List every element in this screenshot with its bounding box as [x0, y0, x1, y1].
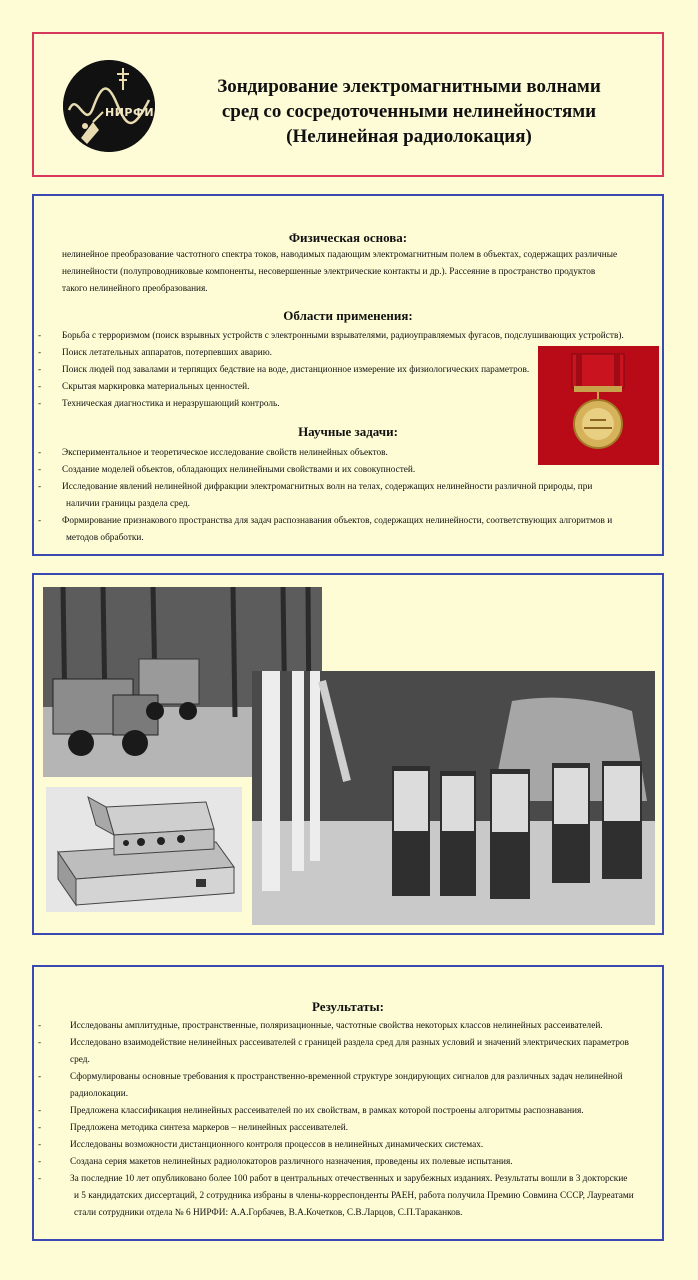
basis-line: такого нелинейного преобразования.: [62, 284, 208, 294]
results-list: [34, 1018, 654, 1222]
list-item: - Исследование явлений нелинейной дифракции электромагнитных волн на телах, содержащих нелинейности различной природы, при наличии границы раздела сред.: [38, 482, 593, 509]
page-title: [184, 74, 634, 149]
tasks-heading: Научные задачи:: [298, 424, 398, 439]
title-panel: [32, 32, 664, 177]
photo-panel: [32, 573, 664, 935]
basis-text: [62, 247, 627, 298]
device-graphic: [46, 787, 242, 912]
science-panel: [32, 194, 664, 556]
results-panel: [32, 965, 664, 1241]
list-item: - Создание моделей объектов, обладающих нелинейными свойствами и их совокупностей.: [38, 465, 416, 475]
list-item: - Предложена методика синтеза маркеров – нелинейных рассеивателей.: [38, 1123, 348, 1133]
device-photo: [46, 787, 242, 912]
basis-line: нелинейности (полупроводниковые компоненты, несовершенные электрические контакты и др.). Рассеяние в пространство продуктов: [62, 267, 596, 277]
list-item: - Поиск людей под завалами и терпящих бедствие на воде, дистанционное измерение их физиологических параметров.: [38, 365, 530, 375]
basis-line: нелинейное преобразование частотного спектра токов, наводимых падающим электромагнитным полем в объектах, содержащих различные: [62, 250, 618, 260]
list-item: - Экспериментальное и теоретическое исследование свойств нелинейных объектов.: [38, 448, 388, 458]
list-item: - Исследовано взаимодействие нелинейных рассеивателей с границей раздела сред для разных условий и значений электрических параметров сред.: [38, 1038, 629, 1065]
list-item: - Исследованы амплитудные, пространственные, поляризационные, частотные свойства некоторых классов нелинейных рассеивателей.: [38, 1021, 603, 1031]
results-heading: Результаты:: [312, 999, 384, 1014]
list-item: - Формирование признакового пространства для задач распознавания объектов, содержащих нелинейности, соответствующих алгоритмов и методов обработки.: [38, 516, 613, 543]
title-line: (Нелинейная радиолокация): [286, 126, 532, 147]
list-item: - Сформулированы основные требования к пространственно-временной структуре зондирующих сигналов для различных задач нелинейной радиолокации.: [38, 1072, 623, 1099]
list-item: - Борьба с терроризмом (поиск взрывных устройств с электронными взрывателями, радиоуправляемых фугасов, подслушивающих устройств).: [38, 331, 624, 341]
list-item: - Поиск летательных аппаратов, потерпевших аварию.: [38, 348, 272, 358]
list-item: - Создана серия макетов нелинейных радиолокаторов различного назначения, проведены их полевые испытания.: [38, 1157, 513, 1167]
title-line: сред со сосредоточенными нелинейностями: [221, 101, 597, 122]
list-item: - Исследованы возможности дистанционного контроля процессов в нелинейных динамических системах.: [38, 1140, 484, 1150]
group-graphic: [252, 671, 655, 925]
basis-heading: Физическая основа:: [288, 230, 408, 245]
nirfi-logo: [63, 60, 155, 152]
list-item: - За последние 10 лет опубликовано более 100 работ в центральных отечественных и зарубежных изданиях. Результаты вошли в 3 докторские и 5 кандидатских диссертаций, 2 сотрудника избраны в члены-корреспонденты РАЕН, работа получила Премию Совмина СССР, Лауреатами стали сотрудники отдела № 6 НИРФИ: А.А.Горбачев, В.А.Кочетков, С.В.Ларцов, С.П.Тараканков.: [38, 1174, 634, 1218]
list-item: - Предложена классификация нелинейных рассеивателей по их свойствам, в рамках которой построены алгоритмы распознавания.: [38, 1106, 584, 1116]
group-photo: [252, 671, 655, 925]
applications-heading: Области применения:: [283, 308, 413, 323]
title-line: Зондирование электромагнитными волнами: [217, 76, 601, 97]
logo-text: НИРФИ: [105, 106, 155, 119]
list-item: - Техническая диагностика и неразрушающий контроль.: [38, 399, 280, 409]
tasks-list: [34, 445, 654, 547]
list-item: - Скрытая маркировка материальных ценностей.: [38, 382, 250, 392]
